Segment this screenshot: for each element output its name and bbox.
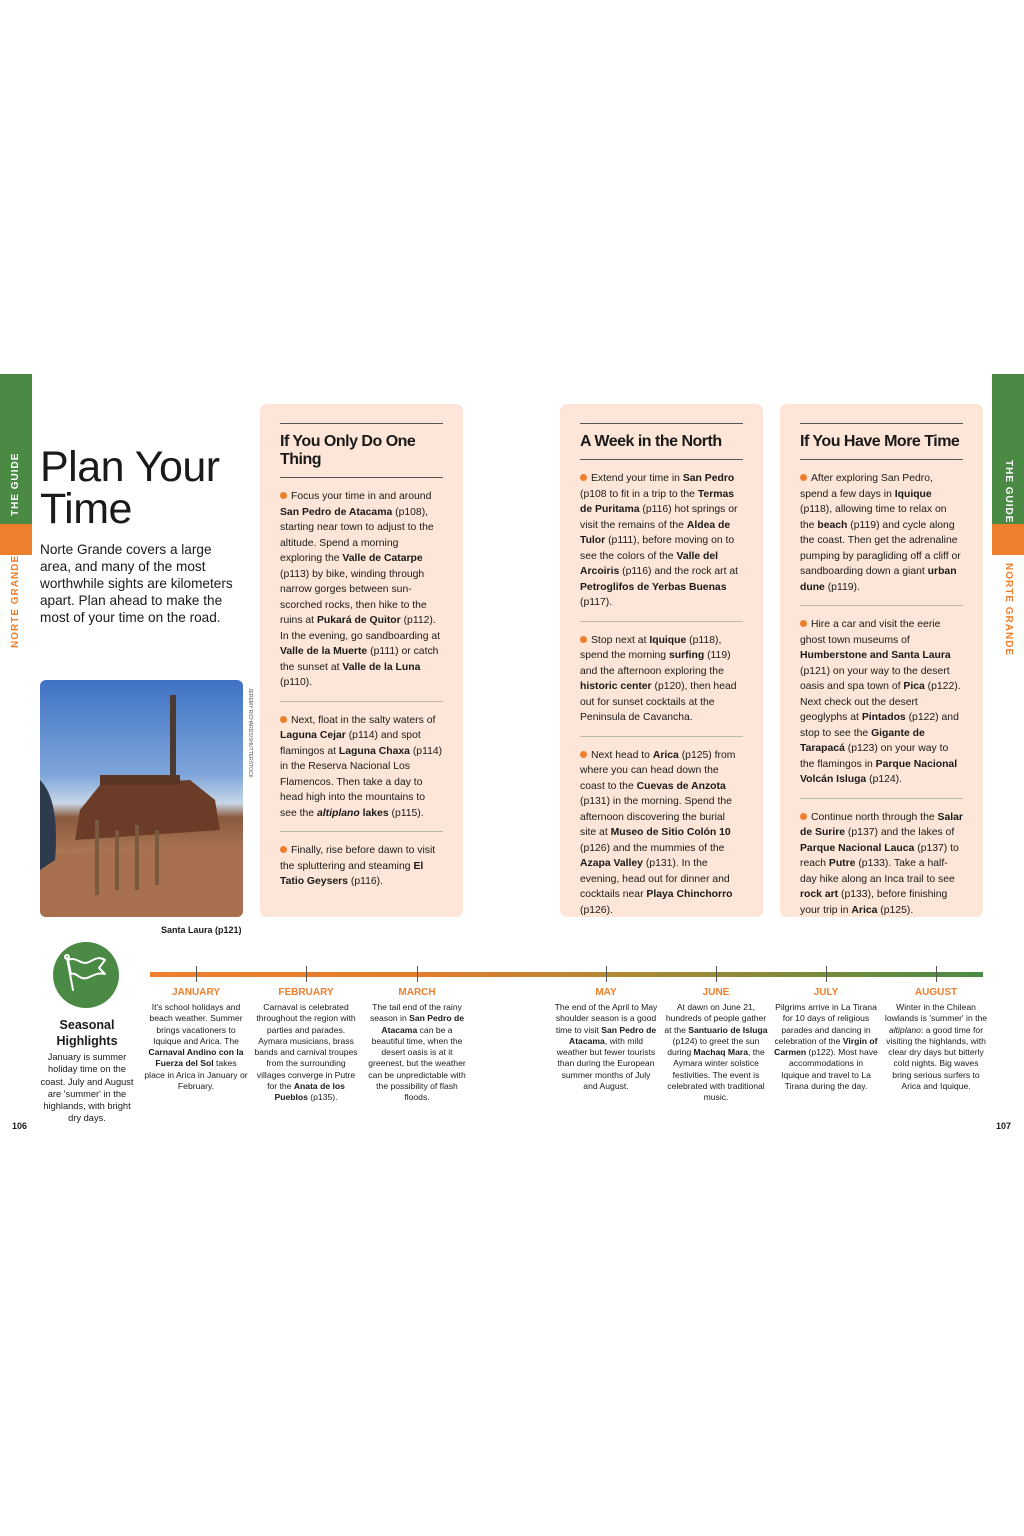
text-run: (p122). Next check out the desert geoglyphs at — [800, 681, 961, 723]
text-run: takes place in Arica in January or February. — [144, 1058, 248, 1092]
highlight-text: San Pedro — [682, 473, 735, 484]
region-label-right: NORTE GRANDE — [1003, 563, 1014, 657]
text-run: (p137) and the lakes of — [845, 827, 955, 838]
text-run: (p123) on your way to the flamingos in — [800, 743, 949, 770]
month-august — [884, 987, 988, 1092]
highlight-text: Termas de Puritama — [580, 488, 735, 515]
text-run: Extend your time in — [591, 473, 683, 484]
text-run: (p111), before moving on to see the colors of the — [580, 535, 735, 562]
text-run: (p108 to fit in a trip to the — [580, 488, 698, 500]
month-january — [144, 987, 248, 1092]
photo-credit: JEREMY RICHARDS/SHUTTERSTOCK — [247, 688, 253, 778]
itinerary-item — [280, 702, 443, 833]
text-run: (119) and the afternoon exploring the — [580, 650, 731, 677]
month-name: JUNE — [702, 987, 730, 998]
month-text — [254, 1002, 358, 1104]
month-name: AUGUST — [914, 987, 958, 998]
text-run: , with mild weather but fewer tourists than during the European summer months of July and August. — [556, 1035, 656, 1092]
timeline-tick — [196, 966, 197, 982]
highlight-text: lakes — [359, 807, 389, 819]
highlight-text: Pukará de Quitor — [316, 615, 401, 626]
month-name: JANUARY — [172, 987, 220, 998]
text-run: (p120), then head out for sunset cocktails at the Peninsula de Cavancha. — [580, 681, 737, 723]
intro-text: Norte Grande covers a large area, and many of the most worthwhile sights are kilometers apart. Plan ahead to make the most of your time on the road. — [40, 542, 233, 625]
text-run: (p116) and the rock art at — [619, 566, 739, 577]
page-number-right: 107 — [996, 1121, 1012, 1131]
text-run: (p118), allowing time to relax on the — [800, 504, 947, 531]
highlight-text: surfing — [668, 650, 705, 661]
highlight-text: Cuevas de Anzota — [636, 780, 726, 792]
itinerary-item — [280, 478, 443, 702]
bullet-dot-icon — [800, 474, 807, 481]
highlight-text: Anata de los Pueblos — [274, 1081, 345, 1103]
text-run: It's school holidays and beach weather. Summer brings vacationers to Iquique and Arica. The — [149, 1002, 243, 1046]
highlight-text: Virgin of Carmen — [774, 1035, 878, 1058]
text-run: (p125). — [877, 904, 914, 916]
text-run: Stop next at — [591, 634, 650, 646]
section-label-right: THE GUIDE — [1003, 460, 1014, 524]
text-run: (p126). — [580, 904, 613, 916]
box-title: A Week in the North — [580, 423, 743, 460]
text-run: (p115). — [388, 807, 424, 819]
month-text — [774, 1002, 878, 1092]
text-run: (p133). Take a half-day hike along an Inca trail to see — [800, 858, 955, 885]
text-run: (p112). In the evening, go sandboarding at — [280, 615, 441, 642]
text-run: Next head to — [591, 749, 653, 761]
highlight-text: Iquique — [894, 488, 932, 500]
box-more-time — [780, 404, 983, 917]
text-run: can be a beautiful time, when the desert oasis is at it greenest, but the weather can be unpredictable with the possibility of flash floods. — [368, 1024, 466, 1103]
timeline-tick — [936, 966, 937, 982]
box-week-north — [560, 404, 763, 917]
text-run: (p110). — [280, 677, 313, 688]
box-title: If You Have More Time — [800, 423, 963, 460]
text-run: Carnaval is celebrated throughout the region with parties and parades. Aymara musicians, brass bands and carnival troupes from the surrounding villages converge in Putre for the — [254, 1002, 358, 1092]
month-july — [774, 987, 878, 1092]
text-run: After exploring San Pedro, spend a few days in — [800, 473, 933, 500]
text-run: (p135). — [307, 1092, 338, 1103]
page-title: Plan Your Time — [40, 443, 220, 533]
text-run: (p118), spend the morning — [580, 634, 722, 661]
text-run: (p133), before finishing your trip in — [800, 889, 948, 916]
region-tab-right — [992, 524, 1024, 555]
itinerary-item — [580, 622, 743, 737]
highlight-text: rock art — [800, 889, 839, 900]
text-run: Focus your time in and around — [291, 491, 432, 502]
month-text — [144, 1002, 248, 1092]
text-run: (p124). — [866, 774, 903, 785]
bullet-dot-icon — [580, 751, 587, 758]
highlight-text: El Tatio Geysers — [280, 860, 424, 887]
text-run: (p122) and stop to see the — [800, 712, 959, 739]
bullet-dot-icon — [280, 716, 287, 723]
text-run: (p117). — [580, 597, 613, 608]
text-run: (p113) by bike, winding through narrow gorges between sun-scorched rocks, then hike to the ruins at — [280, 568, 427, 626]
highlight-text: altiplano — [888, 1024, 921, 1035]
text-run: Winter in the Chilean lowlands is 'summer' in the — [884, 1002, 988, 1024]
text-run: (p116). — [347, 876, 384, 887]
section-label-left: THE GUIDE — [10, 452, 21, 516]
highlight-text: Arica — [851, 904, 878, 916]
highlight-text: beach — [817, 519, 848, 531]
text-run: (p114) and spot flamingos at — [280, 730, 421, 757]
month-text — [884, 1002, 988, 1092]
highlight-text: Valle de Catarpe — [342, 553, 423, 564]
santa-laura-photo — [40, 680, 243, 917]
itinerary-item — [280, 832, 443, 900]
seasonal-title: Seasonal Highlights — [56, 1018, 118, 1048]
month-name: JULY — [813, 987, 839, 998]
highlight-text: urban dune — [800, 566, 957, 593]
month-name: MAY — [595, 987, 617, 998]
text-run: : a good time for visiting the highlands, with clear dry days but bitterly cold nights. Big waves bring serious surfers to Arica and Iquique. — [886, 1024, 986, 1092]
text-run: Hire a car and visit the eerie ghost town museums of — [800, 619, 941, 646]
text-run: (p124) to greet the sun during — [667, 1035, 760, 1058]
text-run: The end of the April to May shoulder season is a good time to visit — [554, 1002, 658, 1035]
timeline-bar — [150, 972, 983, 977]
text-run: Finally, rise before dawn to visit the spluttering and steaming — [280, 845, 436, 872]
highlight-text: Parque Nacional Volcán Isluga — [800, 758, 958, 785]
flag-icon — [53, 942, 119, 1008]
highlight-text: Museo de Sitio Colón 10 — [610, 827, 731, 838]
text-run: (p125) from where you can head down the coast to the — [580, 749, 736, 792]
highlight-text: Carnaval Andino con la Fuerza del Sol — [148, 1047, 244, 1069]
bullet-dot-icon — [580, 636, 587, 643]
highlight-text: Gigante de Tarapacá — [800, 727, 925, 754]
itinerary-item — [800, 460, 963, 606]
highlight-text: San Pedro de Atacama — [280, 506, 393, 518]
photo-caption: Santa Laura (p121) — [161, 925, 242, 935]
text-run: (p126) and the mummies of the — [580, 842, 725, 854]
text-run: The tail end of the rainy season in — [369, 1002, 462, 1024]
itinerary-item — [580, 460, 743, 622]
seasonal-text: January is summer holiday time on the coast. July and August are 'summer' in the highlands, with bright dry days. — [40, 1052, 134, 1124]
text-run: (p108), starting near town to adjust to the altitude. Spend a morning exploring the — [280, 506, 434, 564]
box-title: If You Only Do One Thing — [280, 423, 443, 478]
text-run: (p131) in the morning. Spend the afternoon discovering the burial site at — [580, 796, 732, 838]
month-may — [554, 987, 658, 1092]
month-february — [254, 987, 358, 1104]
highlight-text: Petroglifos de Yerbas Buenas — [580, 581, 727, 593]
text-run: (p116) hot springs or visit the remains of the — [580, 504, 738, 531]
highlight-text: Putre — [828, 858, 856, 869]
month-name: FEBRUARY — [278, 987, 334, 998]
highlight-text: Laguna Cejar — [280, 730, 346, 741]
timeline-tick — [306, 966, 307, 982]
bullet-dot-icon — [280, 846, 287, 853]
itinerary-item — [800, 799, 963, 929]
text-run: (p122). Most have accommodations in Iquique and travel to La Tirana during the day. — [781, 1047, 878, 1092]
month-text — [365, 1002, 469, 1104]
highlight-text: Machaq Mara — [693, 1047, 748, 1058]
bullet-dot-icon — [800, 620, 807, 627]
highlight-text: Pica — [903, 681, 925, 692]
highlight-text: Pintados — [861, 712, 906, 723]
text-run: (p131). In the evening, head out for dinner and cocktails near — [580, 858, 730, 900]
text-run: (p137) to reach — [800, 842, 959, 869]
timeline-tick — [417, 966, 418, 982]
text-run: (p119). — [824, 581, 860, 593]
month-text — [554, 1002, 658, 1092]
highlight-text: altiplano — [316, 807, 360, 819]
text-run: Next, float in the salty waters of — [291, 714, 436, 726]
month-text — [664, 1002, 768, 1104]
itinerary-item — [580, 737, 743, 929]
timeline-tick — [716, 966, 717, 982]
month-june — [664, 987, 768, 1104]
page-number-left: 106 — [12, 1121, 28, 1131]
text-run: (p121) on your way to the desert oasis and spa town of — [800, 665, 950, 692]
highlight-text: Playa Chinchorro — [646, 889, 733, 900]
highlight-text: Humberstone and Santa Laura — [800, 650, 951, 661]
highlight-text: Laguna Chaxa — [338, 745, 410, 757]
box-one-thing — [260, 404, 463, 917]
text-run: At dawn on June 21, hundreds of people gather at the — [664, 1002, 767, 1035]
highlight-text: Parque Nacional Lauca — [800, 842, 915, 854]
highlight-text: Azapa Valley — [580, 858, 643, 869]
bullet-dot-icon — [280, 492, 287, 499]
highlight-text: Aldea de Tulor — [580, 519, 731, 546]
highlight-text: Arica — [652, 749, 679, 761]
region-tab-left — [0, 524, 32, 555]
bullet-dot-icon — [580, 474, 587, 481]
itinerary-item — [800, 606, 963, 799]
highlight-text: Santuario de Isluga — [688, 1024, 768, 1035]
text-run: (p119) and cycle along the coast. Then get the adrenaline pumping by paragliding off a cliff or sandboarding down a giant — [800, 519, 961, 577]
text-run: , the Aymara winter solstice festivities. The event is celebrated with traditional music. — [667, 1047, 765, 1103]
highlight-text: San Pedro de Atacama — [568, 1024, 657, 1046]
month-name: MARCH — [398, 987, 436, 998]
highlight-text: Valle de la Muerte — [280, 646, 368, 657]
highlight-text: Valle de la Luna — [342, 661, 421, 673]
highlight-text: historic center — [580, 681, 652, 692]
timeline-tick — [606, 966, 607, 982]
highlight-text: Valle del Arcoiris — [580, 550, 719, 577]
region-label-left: NORTE GRANDE — [10, 554, 21, 648]
highlight-text: San Pedro de Atacama — [381, 1013, 465, 1035]
text-run: Pilgrims arrive in La Tirana for 10 days of religious parades and dancing in celebration of the — [774, 1002, 877, 1046]
text-run: Continue north through the — [811, 811, 938, 823]
text-run: (p111) or catch the sunset at — [280, 646, 439, 673]
highlight-text: Salar de Surire — [800, 811, 963, 838]
month-march — [365, 987, 469, 1104]
highlight-text: Iquique — [649, 634, 687, 646]
timeline-tick — [826, 966, 827, 982]
text-run: (p114) in the Reserva Nacional Los Flamencos. Then take a day to head high into the mountains to see the — [280, 745, 443, 819]
bullet-dot-icon — [800, 813, 807, 820]
